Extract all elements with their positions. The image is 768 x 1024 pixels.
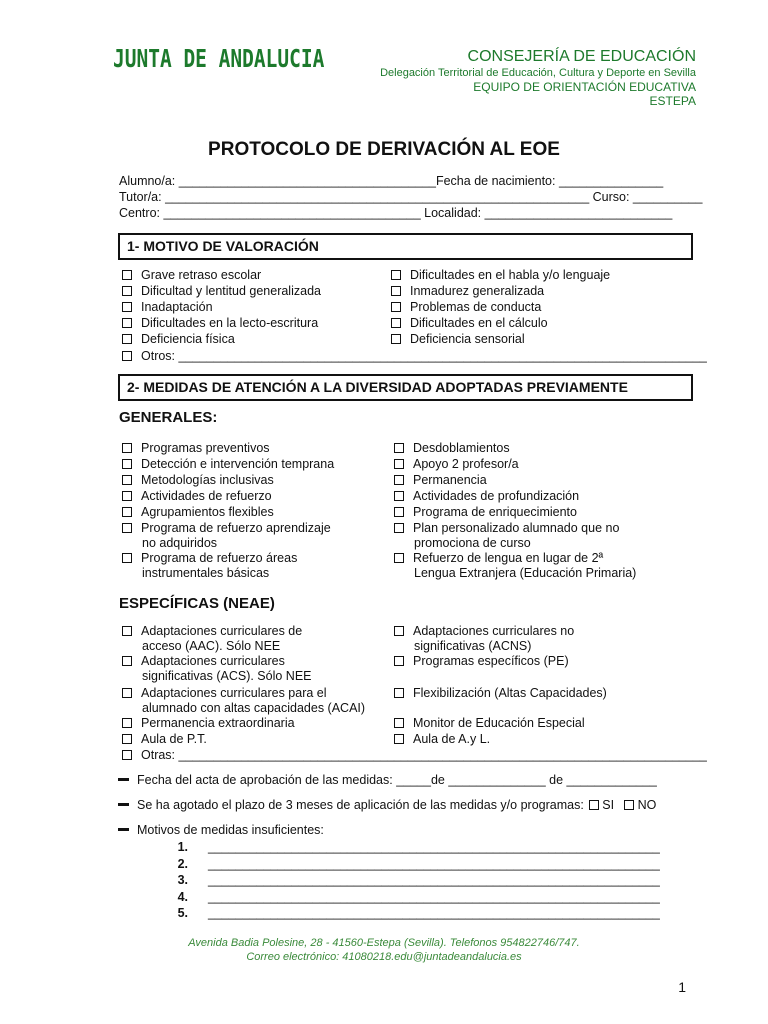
checkbox-label: Adaptaciones curriculares (141, 654, 285, 668)
dash-bullet-icon (118, 803, 129, 806)
centro-field-line[interactable]: Centro: _____________________________________ Localidad: ___________________________ (119, 206, 673, 220)
checkbox[interactable] (391, 270, 401, 280)
checkbox-item[interactable] (394, 654, 569, 669)
checkbox-item[interactable] (394, 457, 519, 472)
checkbox[interactable] (394, 475, 404, 485)
motivos-row (118, 823, 324, 838)
motivo-line[interactable] (172, 906, 660, 921)
checkbox[interactable] (391, 318, 401, 328)
motivos-label: Motivos de medidas insuficientes: (137, 823, 324, 837)
checkbox-label-continued: promociona de curso (414, 536, 531, 550)
checkbox-label: Permanencia extraordinaria (141, 716, 295, 730)
checkbox-label-continued: alumnado con altas capacidades (ACAI) (142, 701, 366, 715)
checkbox-label: Apoyo 2 profesor/a (413, 457, 519, 471)
checkbox-label: Inmadurez generalizada (410, 284, 545, 298)
section-1-header: 1- MOTIVO DE VALORACIÓN (118, 233, 693, 260)
motivo-blank: _________________________________________________________________ (208, 873, 660, 887)
checkbox-label: Refuerzo de lengua en lugar de 2ª (413, 551, 604, 565)
otros-label: Otros: ____________________________________________________________________________ (141, 349, 707, 363)
ciudad-heading: ESTEPA (649, 94, 696, 108)
checkbox-item[interactable] (122, 489, 272, 504)
checkbox-label: Adaptaciones curriculares no (413, 624, 575, 638)
checkbox-label-continued: Lengua Extranjera (Educación Primaria) (414, 566, 637, 580)
checkbox-label-continued: significativas (ACNS) (414, 639, 532, 653)
checkbox-label: Detección e intervención temprana (141, 457, 335, 471)
checkbox-label: Plan personalizado alumnado que no (413, 521, 620, 535)
checkbox-item[interactable] (394, 624, 574, 654)
checkbox-label: Actividades de refuerzo (141, 489, 272, 503)
checkbox[interactable] (122, 491, 132, 501)
checkbox-label: Programa de enriquecimiento (413, 505, 577, 519)
checkbox-label: Monitor de Educación Especial (413, 716, 585, 730)
motivo-number: 5. (177, 906, 188, 920)
checkbox[interactable] (122, 302, 132, 312)
alumno-field-line[interactable]: Alumno/a: _____________________________________Fecha de nacimiento: _______________ (119, 174, 664, 188)
checkbox[interactable] (122, 626, 132, 636)
motivo-number: 2. (177, 856, 188, 871)
checkbox-item[interactable] (122, 551, 297, 581)
checkbox[interactable] (122, 750, 132, 760)
motivo-line[interactable] (172, 890, 660, 905)
checkbox[interactable] (394, 626, 404, 636)
checkbox-label: Dificultades en la lecto-escritura (141, 316, 319, 330)
generales-heading: GENERALES: (119, 409, 218, 426)
si-label: SI (602, 798, 615, 812)
checkbox-item[interactable] (391, 268, 610, 283)
checkbox[interactable] (122, 553, 132, 563)
checkbox-item[interactable] (122, 624, 302, 654)
delegacion-heading: Delegación Territorial de Educación, Cultura y Deporte en Sevilla (380, 67, 696, 79)
fecha-acta-row[interactable] (118, 773, 657, 788)
checkbox-item[interactable] (122, 268, 261, 283)
checkbox[interactable] (122, 351, 132, 361)
especificas-otras-row[interactable] (122, 748, 707, 763)
checkbox-item[interactable] (122, 654, 312, 684)
checkbox[interactable] (122, 523, 132, 533)
checkbox[interactable] (122, 475, 132, 485)
checkbox-label-continued: no adquiridos (142, 536, 218, 550)
motivo-blank: _________________________________________________________________ (208, 889, 660, 904)
checkbox-label: Aula de A.y L. (413, 732, 491, 746)
checkbox-label: Programas específicos (PE) (413, 654, 569, 668)
checkbox-item[interactable] (122, 521, 331, 551)
checkbox-label: Inadaptación (141, 300, 213, 314)
dash-bullet-icon (118, 778, 129, 781)
si-checkbox[interactable] (589, 800, 599, 810)
checkbox[interactable] (391, 302, 401, 312)
motivo-blank: _________________________________________________________________ (208, 906, 660, 920)
checkbox-item[interactable] (122, 441, 270, 456)
checkbox-label: Problemas de conducta (410, 300, 542, 314)
checkbox[interactable] (391, 334, 401, 344)
checkbox-label: Desdoblamientos (413, 441, 510, 455)
checkbox-item[interactable] (394, 441, 510, 456)
checkbox-item[interactable] (122, 332, 235, 347)
checkbox[interactable] (394, 523, 404, 533)
checkbox-label: Metodologías inclusivas (141, 473, 274, 487)
checkbox-label: Programa de refuerzo áreas (141, 551, 298, 565)
motivo-number: 1. (177, 840, 188, 854)
checkbox[interactable] (122, 286, 132, 296)
fecha-acta-label: Fecha del acta de aprobación de las medidas: _____de ______________ de _____________ (137, 773, 657, 787)
checkbox-item[interactable] (122, 732, 207, 747)
especificas-heading: ESPECÍFICAS (NEAE) (119, 595, 275, 612)
section-2-header: 2- MEDIDAS DE ATENCIÓN A LA DIVERSIDAD ADOPTADAS PREVIAMENTE (118, 374, 693, 401)
checkbox[interactable] (122, 443, 132, 453)
checkbox-item[interactable] (122, 300, 213, 315)
checkbox[interactable] (122, 734, 132, 744)
checkbox[interactable] (394, 507, 404, 517)
checkbox[interactable] (122, 334, 132, 344)
motivo-blank: _________________________________________________________________ (208, 840, 660, 854)
checkbox-label: Adaptaciones curriculares de (141, 624, 303, 638)
checkbox-label-continued: significativas (ACS). Sólo NEE (142, 669, 312, 683)
motivo-otros-row[interactable] (122, 349, 707, 364)
checkbox[interactable] (394, 734, 404, 744)
document-title: PROTOCOLO DE DERIVACIÓN AL EOE (208, 139, 560, 160)
checkbox[interactable] (391, 286, 401, 296)
motivo-line[interactable] (172, 840, 660, 855)
checkbox[interactable] (394, 459, 404, 469)
checkbox[interactable] (394, 553, 404, 563)
checkbox-label: Deficiencia sensorial (410, 332, 525, 346)
checkbox-item[interactable] (122, 686, 365, 716)
checkbox-label-continued: instrumentales básicas (142, 566, 270, 580)
checkbox-item[interactable] (394, 505, 577, 520)
checkbox-item[interactable] (391, 316, 548, 331)
checkbox-item[interactable] (122, 316, 318, 331)
checkbox-item[interactable] (394, 716, 585, 731)
checkbox[interactable] (122, 656, 132, 666)
otras-label: Otras: ____________________________________________________________________________ (141, 748, 707, 762)
checkbox[interactable] (394, 491, 404, 501)
checkbox-item[interactable] (122, 473, 274, 488)
checkbox-item[interactable] (394, 686, 607, 701)
checkbox-label: Dificultades en el habla y/o lenguaje (410, 268, 611, 282)
checkbox-label: Flexibilización (Altas Capacidades) (413, 686, 607, 700)
checkbox-label: Adaptaciones curriculares para el (141, 686, 327, 700)
motivo-number: 4. (177, 889, 188, 904)
checkbox-item[interactable] (122, 457, 334, 472)
checkbox[interactable] (122, 318, 132, 328)
motivo-line[interactable] (172, 857, 660, 872)
checkbox-label: Agrupamientos flexibles (141, 505, 274, 519)
checkbox-item[interactable] (394, 551, 636, 581)
checkbox[interactable] (394, 656, 404, 666)
checkbox-label: Dificultades en el cálculo (410, 316, 548, 330)
checkbox[interactable] (122, 688, 132, 698)
checkbox-item[interactable] (394, 732, 490, 747)
plazo-row (118, 798, 656, 813)
checkbox-label: Programa de refuerzo aprendizaje (141, 521, 331, 535)
motivo-line[interactable] (172, 873, 660, 888)
checkbox[interactable] (122, 507, 132, 517)
plazo-label: Se ha agotado el plazo de 3 meses de aplicación de las medidas y/o programas: (137, 798, 584, 812)
checkbox-label: Programas preventivos (141, 441, 270, 455)
checkbox[interactable] (122, 270, 132, 280)
checkbox-item[interactable] (122, 505, 274, 520)
motivo-number: 3. (177, 873, 188, 887)
checkbox[interactable] (394, 688, 404, 698)
checkbox-label: Dificultad y lentitud generalizada (141, 284, 321, 298)
checkbox-label: Deficiencia física (141, 332, 235, 346)
checkbox-label: Permanencia (413, 473, 487, 487)
checkbox-label: Aula de P.T. (141, 732, 207, 746)
page-number: 1 (678, 979, 686, 995)
consejeria-heading: CONSEJERÍA DE EDUCACIÓN (467, 48, 696, 65)
checkbox-label: Grave retraso escolar (141, 268, 262, 282)
footer-email: Correo electrónico: 41080218.edu@juntadeandalucia.es (246, 951, 522, 963)
tutor-field-line[interactable]: Tutor/a: _____________________________________________________________ Curso: __________ (119, 190, 703, 204)
checkbox[interactable] (394, 718, 404, 728)
checkbox-item[interactable] (391, 300, 541, 315)
footer-address: Avenida Badia Polesine, 28 - 41560-Estepa (Sevilla). Telefonos 954822746/747. (188, 937, 580, 949)
motivo-blank: _________________________________________________________________ (208, 856, 660, 871)
no-checkbox[interactable] (624, 800, 634, 810)
checkbox-label: Actividades de profundización (413, 489, 580, 503)
checkbox-item[interactable] (394, 489, 579, 504)
checkbox-label-continued: acceso (AAC). Sólo NEE (142, 639, 281, 653)
checkbox-item[interactable] (122, 284, 321, 299)
checkbox[interactable] (394, 443, 404, 453)
equipo-heading: EQUIPO DE ORIENTACIÓN EDUCATIVA (473, 80, 696, 94)
junta-de-andalucia-logo: JUNTA DE ANDALUCIA (113, 44, 325, 73)
checkbox-item[interactable] (394, 473, 487, 488)
checkbox[interactable] (122, 459, 132, 469)
checkbox[interactable] (122, 718, 132, 728)
checkbox-item[interactable] (391, 284, 544, 299)
checkbox-item[interactable] (391, 332, 525, 347)
checkbox-item[interactable] (394, 521, 619, 551)
no-label: NO (637, 798, 657, 812)
checkbox-item[interactable] (122, 716, 295, 731)
dash-bullet-icon (118, 828, 129, 831)
